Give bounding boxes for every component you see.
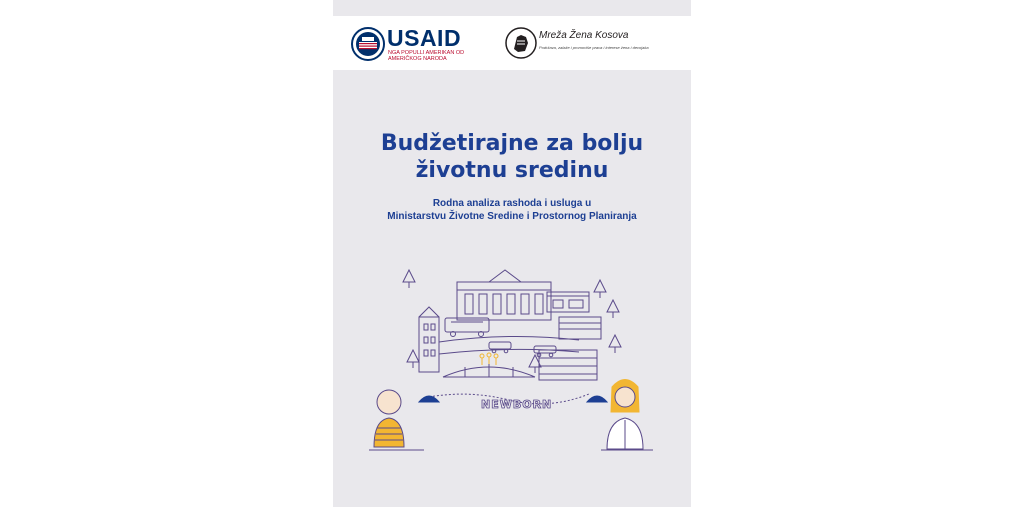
umbrella-icon <box>419 396 439 402</box>
cover-title <box>333 130 691 184</box>
umbrella-icon <box>587 396 607 402</box>
government-building-icon <box>457 270 551 320</box>
shop-icon <box>547 292 589 312</box>
woman-figure-icon <box>607 380 643 450</box>
mzk-tagline: Podržava, zalaže i promoviše prava i interese žena i devojaka <box>539 45 649 50</box>
title-line-1: Budžetirajne za bolju <box>380 131 644 156</box>
fist-logo-icon <box>505 27 537 59</box>
usaid-tagline: NGA POPULLI AMERIKAN OD AMERIČKOG NARODA <box>388 50 465 62</box>
bridge-icon <box>443 363 535 377</box>
bus-icon <box>445 318 489 337</box>
usaid-wordmark: USAID <box>387 25 462 51</box>
office-building-icon <box>539 317 601 380</box>
road-line <box>439 349 579 354</box>
usaid-seal-icon <box>351 27 385 61</box>
tower-icon <box>419 307 439 372</box>
city-illustration <box>369 262 659 457</box>
subtitle-line-2: Ministarstvu Životne Sredine i Prostornog Planiranja <box>387 211 637 222</box>
logo-strip <box>333 16 691 70</box>
title-line-2: životnu sredinu <box>415 158 609 183</box>
cover-subtitle <box>333 197 691 223</box>
report-cover <box>333 0 691 507</box>
road-line <box>439 336 579 342</box>
man-figure-icon <box>374 390 404 447</box>
subtitle-line-1: Rodna analiza rashoda i usluga u <box>432 198 592 209</box>
people-icon <box>480 353 498 365</box>
newborn-sign: NEWBORN <box>481 398 553 411</box>
mzk-name: Mreža Žena Kosova <box>539 30 629 41</box>
